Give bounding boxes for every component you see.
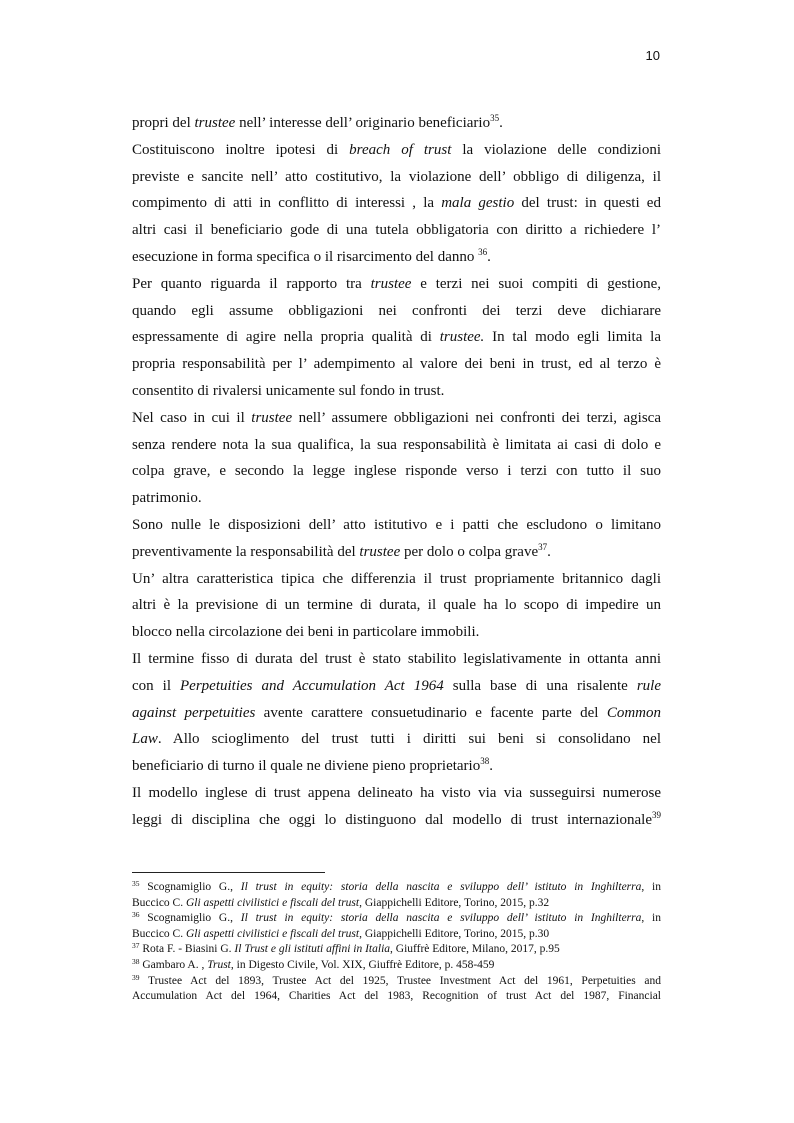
text-segment: beneficiario di turno il quale ne diviene pieno proprietario	[132, 758, 481, 775]
text-segment: , in	[641, 881, 661, 893]
text-line	[132, 298, 661, 325]
text-segment: , Giappichelli Editore, Torino, 2015, p.30	[359, 927, 550, 940]
text-segment: Costituiscono inoltre ipotesi di	[132, 141, 350, 158]
footnote-ref: 36	[478, 246, 488, 257]
text-line	[132, 271, 661, 298]
footnotes	[132, 880, 661, 1005]
text-segment: In tal modo egli limita la	[484, 329, 661, 346]
italic-segment: rule	[636, 677, 661, 694]
text-segment: esecuzione in forma specifica o il risarcimento del danno	[132, 248, 479, 265]
italic-segment: against perpetuities	[132, 704, 256, 721]
text-line	[132, 619, 661, 646]
italic-segment: Il trust in equity: storia della nascita e sviluppo dell’ istituto in Inghilterra	[240, 912, 642, 925]
text-segment: Rota F. - Biasini G.	[139, 943, 235, 956]
italic-segment: trustee.	[439, 329, 485, 346]
italic-segment: trustee	[194, 115, 236, 131]
text-segment: consentito di rivalersi unicamente sul fondo in trust.	[132, 382, 445, 399]
footnote-line	[132, 880, 661, 896]
text-segment: leggi di disciplina	[132, 811, 251, 828]
text-segment: Scognamiglio G.,	[139, 912, 241, 925]
text-line	[132, 378, 661, 405]
text-segment: per dolo o colpa grave	[400, 543, 539, 560]
text-segment: nell’ interesse dell’ originario beneficiario	[235, 115, 491, 131]
text-segment: compimento di atti in conflitto di interessi , la	[132, 195, 442, 212]
text-segment: espressamente di agire nella propria qualità di	[132, 329, 440, 346]
text-segment: Il modello inglese di trust appena delineato ha visto via via susseguirsi numerose	[132, 784, 661, 801]
italic-segment: Law	[132, 731, 158, 748]
footnote-line	[132, 942, 661, 958]
text-segment: sulla base di una risalente	[443, 677, 637, 694]
text-segment: , in	[641, 912, 661, 925]
text-segment: Per quanto riguarda il rapporto tra	[132, 275, 371, 292]
text-line	[132, 110, 661, 137]
footnote-ref: 38	[132, 956, 140, 966]
text-segment: Un’ altra caratteristica tipica che differenzia il trust propriamente britannico dagli	[132, 570, 661, 587]
body-text	[132, 110, 661, 834]
footnote-ref: 35	[132, 879, 140, 888]
text-segment: . Allo scioglimento del trust tutti i diritti sui beni si consolidano nel	[157, 731, 661, 748]
text-segment: , Giuffrè Editore, Milano, 2017, p.95	[390, 943, 560, 956]
text-segment: Scognamiglio G.,	[139, 881, 241, 893]
footnote-ref: 37	[132, 941, 140, 951]
text-line	[132, 726, 661, 753]
text-line	[132, 700, 661, 727]
italic-segment: trustee	[251, 409, 293, 426]
footnote-ref: 36	[132, 910, 140, 920]
italic-segment: Perpetuities and Accumulation Act 1964	[180, 677, 444, 694]
text-line	[132, 512, 661, 539]
text-line	[132, 807, 661, 834]
text-segment: Accumulation Act del 1964, Charities Act del 1983, Recognition of trust Act del 1987, Financial	[132, 990, 661, 1003]
text-segment: .	[489, 758, 493, 775]
text-segment: con il	[132, 677, 180, 694]
text-line	[132, 324, 661, 351]
text-line	[132, 351, 661, 378]
italic-segment: Gli aspetti civilistici e fiscali del trust	[185, 896, 360, 909]
footnote-line	[132, 927, 661, 943]
page-number: 10	[645, 48, 660, 63]
text-line	[132, 673, 661, 700]
text-line	[132, 432, 661, 459]
text-segment: Nel caso in cui il	[132, 409, 252, 426]
text-line	[132, 566, 661, 593]
text-segment: Buccico C.	[132, 927, 186, 940]
text-line	[132, 539, 661, 566]
text-line	[132, 753, 661, 780]
italic-segment: Trust	[207, 958, 231, 971]
text-line	[132, 780, 661, 807]
text-segment: avente carattere consuetudinario e facente parte del	[255, 704, 607, 721]
text-segment: Trustee Act del 1893, Trustee Act del 1925, Trustee Investment Act del 1961, Perpetuities and	[139, 974, 661, 987]
text-segment: Il termine fisso di durata del trust è stato stabilito legislativamente in ottanta anni	[132, 650, 661, 667]
text-line	[132, 646, 661, 673]
footnote-line	[132, 958, 661, 974]
text-segment: , in Digesto Civile, Vol. XIX, Giuffrè Editore, p. 458-459	[230, 958, 495, 971]
text-line	[132, 592, 661, 619]
italic-segment: Common	[606, 704, 661, 721]
text-segment: , Giappichelli Editore, Torino, 2015, p.32	[359, 896, 550, 909]
text-segment: propri del	[132, 115, 195, 131]
italic-segment: Gli aspetti civilistici e fiscali del trust	[185, 927, 360, 940]
italic-segment: trustee	[359, 543, 401, 560]
text-segment: quando egli assume obbligazioni nei confronti dei terzi deve dichiarare	[132, 302, 661, 319]
text-line	[132, 405, 661, 432]
text-segment: patrimonio.	[132, 490, 202, 507]
text-segment: senza rendere nota la sua qualifica, la sua responsabilità è limitata ai casi di dolo e	[132, 436, 661, 453]
text-line	[132, 217, 661, 244]
footnote-ref: 35	[490, 113, 500, 123]
text-segment: che oggi lo distinguono dal modello di trust internazionale	[250, 811, 652, 828]
text-line	[132, 244, 661, 271]
text-segment: altri casi il beneficiario gode di una tutela obbligatoria con diritto a richiedere l’	[132, 222, 661, 239]
footnote-line	[132, 989, 661, 1005]
text-line	[132, 190, 661, 217]
text-segment: .	[487, 248, 491, 265]
text-segment: colpa grave, e secondo la legge inglese risponde verso i terzi con tutto il suo	[132, 463, 661, 480]
text-segment: nell’ assumere obbligazioni nei confronti dei terzi, agisca	[292, 409, 661, 426]
footnote-ref: 37	[538, 541, 548, 552]
text-line	[132, 137, 661, 164]
text-segment: Gambaro A. ,	[139, 958, 208, 971]
text-segment: .	[547, 543, 551, 560]
text-segment: preventivamente la responsabilità del	[132, 543, 360, 560]
text-segment: altri è la previsione di un termine di durata, il quale ha lo scopo di impedire un	[132, 597, 661, 614]
footnote-line	[132, 911, 661, 927]
text-line	[132, 485, 661, 512]
italic-segment: trustee	[370, 275, 412, 292]
footnote-ref: 39	[652, 809, 661, 820]
text-segment: previste e sancite nell’ atto costitutivo, la violazione dell’ obbligo di diligenza, il	[132, 168, 661, 185]
text-segment: la violazione delle condizioni	[451, 141, 661, 158]
italic-segment: Il Trust e gli istituti affini in Italia	[234, 943, 391, 956]
text-segment: .	[499, 115, 503, 131]
text-line	[132, 164, 661, 191]
footnote-ref: 38	[480, 756, 490, 767]
footnote-separator	[132, 872, 325, 873]
text-segment: blocco nella circolazione dei beni in particolare immobili.	[132, 624, 480, 641]
footnote-line	[132, 974, 661, 990]
text-segment: propria responsabilità per l’ adempimento al valore dei beni in trust, ed al terzo è	[132, 356, 661, 373]
footnote-ref: 39	[132, 972, 140, 982]
footnote-line	[132, 896, 661, 912]
text-segment: Sono nulle le disposizioni dell’ atto istitutivo e i patti che escludono o limitano	[132, 516, 661, 533]
text-segment: e terzi nei suoi compiti di gestione,	[411, 275, 661, 292]
italic-segment: Il trust in equity: storia della nascita e sviluppo dell’ istituto in Inghilterra	[240, 881, 642, 893]
text-segment: Buccico C.	[132, 896, 186, 909]
italic-segment: breach of trust	[349, 141, 452, 158]
italic-segment: mala gestio	[441, 195, 515, 212]
text-segment: del trust: in questi ed	[514, 195, 661, 212]
text-line	[132, 458, 661, 485]
